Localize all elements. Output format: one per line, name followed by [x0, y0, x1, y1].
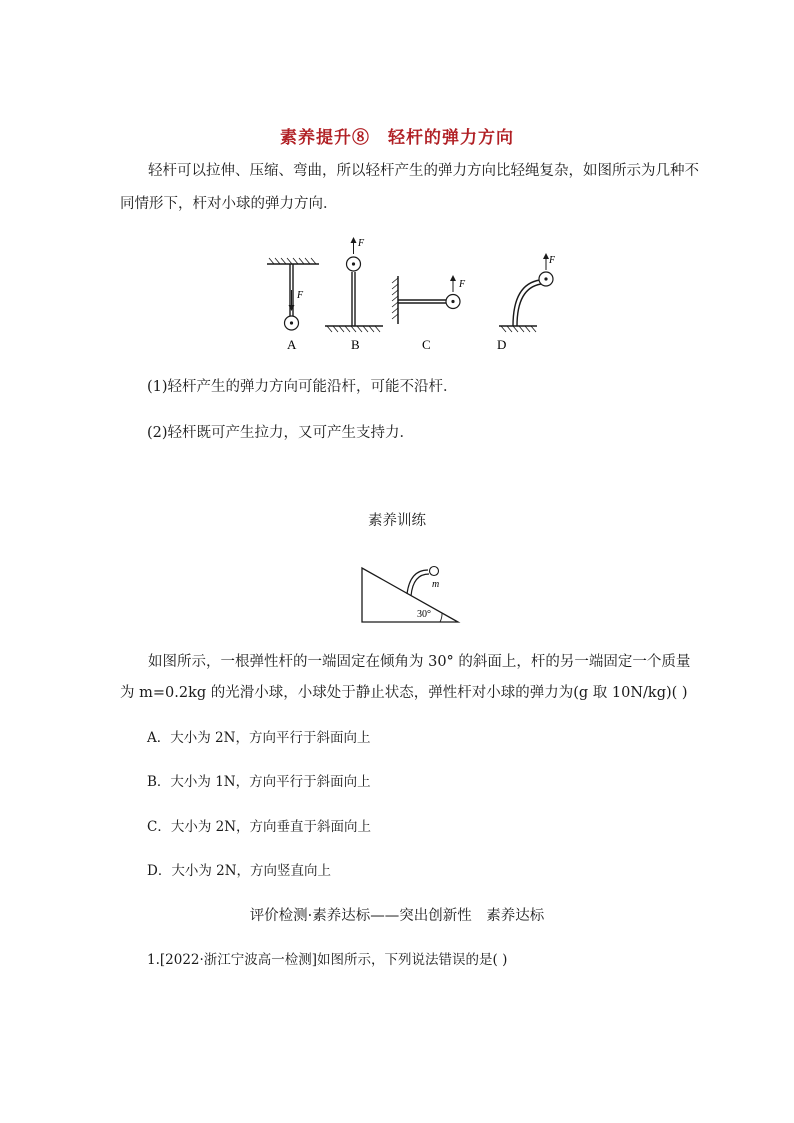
- force-label-b: F: [358, 238, 365, 249]
- intro-line-1: 轻杆可以拉伸、压缩、弯曲，所以轻杆产生的弹力方向比轻绳复杂，如图所示为几种不: [148, 163, 699, 179]
- option-c[interactable]: C．大小为 2N，方向垂直于斜面向上: [147, 819, 372, 835]
- question-1: 1.[2022·浙江宁波高一检测]如图所示，下列说法错误的是( ): [147, 952, 508, 968]
- force-label-a: F: [297, 290, 304, 301]
- note-1: (1)轻杆产生的弹力方向可能沿杆，可能不沿杆．: [147, 379, 458, 395]
- case-d-diagram: [499, 255, 555, 332]
- question-line-1: 如图所示，一根弹性杆的一端固定在倾角为 30° 的斜面上，杆的另一端固定一个质量: [148, 654, 691, 670]
- case-label-d: D: [497, 337, 507, 352]
- question-line-2: 为 m=0.2kg 的光滑小球，小球处于静止状态，弹性杆对小球的弹力为(g 取 10N/kg)( ): [120, 685, 688, 701]
- case-label-a: A: [287, 337, 297, 352]
- incline-figure: [360, 558, 464, 626]
- rod-force-figure: [255, 232, 555, 356]
- case-label-c: C: [422, 337, 431, 352]
- option-b[interactable]: B．大小为 1N，方向平行于斜面向上: [147, 774, 371, 790]
- page-title: [0, 123, 794, 148]
- title-main: 轻杆的弹力方向: [388, 128, 514, 148]
- intro-line-2: 同情形下，杆对小球的弹力方向．: [120, 196, 338, 212]
- case-b-diagram: [325, 238, 383, 332]
- note-2: (2)轻杆既可产生拉力，又可产生支持力．: [147, 425, 415, 441]
- case-a-diagram: [267, 258, 319, 330]
- training-heading: 素养训练: [368, 513, 426, 529]
- option-a[interactable]: A．大小为 2N，方向平行于斜面向上: [147, 730, 371, 746]
- case-label-b: B: [351, 337, 360, 352]
- case-c-diagram: [392, 276, 466, 324]
- section-heading: 评价检测·素养达标——突出创新性 素养达标: [249, 908, 545, 924]
- mass-label: m: [432, 579, 440, 590]
- force-label-d: F: [549, 255, 555, 266]
- force-label-c: F: [459, 279, 466, 290]
- title-prefix: 素养提升⑧: [280, 128, 370, 148]
- angle-label: 30°: [417, 609, 431, 620]
- option-d[interactable]: D．大小为 2N，方向竖直向上: [147, 863, 332, 879]
